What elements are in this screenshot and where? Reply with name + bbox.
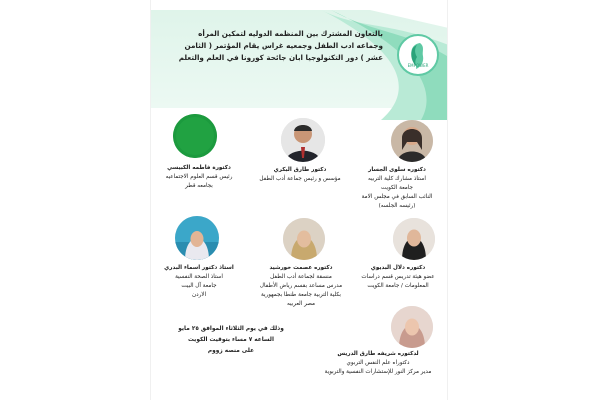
speaker-name: دكتورة فاطمه الكبيسي	[167, 165, 231, 171]
speaker-name: استاذ دكتور اسماء البدري	[164, 265, 234, 271]
header-banner	[151, 10, 447, 108]
speaker-name: دكتوره دلال البديوي	[370, 265, 426, 271]
speaker-name: دكتور طارق البكري	[273, 167, 327, 173]
speaker-card-2	[251, 166, 349, 184]
event-details	[155, 324, 307, 357]
speaker-card-3	[153, 164, 245, 191]
speaker-name: لدكتوره شريفه طارق الدريس	[337, 351, 419, 357]
speaker-role: رئيس قسم العلوم الاجتماعيه بجامعه قطر	[165, 174, 233, 189]
avatar-speaker-1	[391, 120, 433, 162]
speaker-card-5	[251, 264, 351, 309]
speaker-card-1	[349, 166, 445, 211]
speaker-role: دكتوراه علم النفس التربوي مدير مركز النور للإستشارات النفسية والتربوية	[324, 360, 432, 375]
speaker-card-6	[155, 264, 243, 300]
event-platform: على منصه زووم	[207, 348, 255, 354]
speaker-card-7	[311, 350, 445, 377]
speaker-role: منسقة لجماعة أدب الطفل مدرس مساعد بقسم رياض الأطفال بكلية التربية جامعة طنطا بجمهورية مصر العربيه	[259, 274, 343, 307]
organization-logo	[397, 34, 439, 76]
event-poster	[150, 0, 448, 400]
speaker-role: استاذ مشارك كلية التربيه جامعة الكويت النائب السابق في مجلس الامة (رئيسه الجلسه)	[361, 176, 433, 209]
woman-profile-icon	[399, 36, 437, 74]
avatar-speaker-5	[283, 218, 325, 260]
speaker-role: مؤسس و رئيس جماعة أدب الطفل	[259, 176, 341, 182]
speaker-name: دكتوره سلوى الجسار	[368, 167, 426, 173]
speaker-card-4	[351, 264, 445, 291]
avatar-speaker-4	[393, 218, 435, 260]
logo-text: EMPOWER	[407, 63, 429, 68]
event-date: وذلك في يوم الثلاثاء الموافق ٢٥ مايو	[178, 326, 284, 332]
poster-title: بالتعاون المشترك بين المنظمه الدوليه لتمكين المرأه وجماعه ادب الطفل وجمعيه غراس يقام المؤتمر ( الثامن عشر ) دور التكنولوجيا ابان جائحة كورونا في العلم والتعلم	[178, 29, 383, 62]
speaker-role: استاذ الصحة النفسية جامعة آل البيت الاردن	[175, 274, 223, 298]
event-time: الساعه ٧ مساء بتوقيت الكويت	[188, 337, 274, 343]
speaker-role: عضو هيئة تدريس قسم دراسات المعلومات / جامعة الكويت	[361, 274, 435, 289]
speaker-name: دكتوره عصمت خورشيد	[269, 265, 333, 271]
avatar-speaker-6	[175, 216, 219, 260]
avatar-speaker-3	[173, 114, 217, 158]
avatar-speaker-7	[391, 306, 433, 348]
avatar-speaker-2	[281, 118, 325, 162]
